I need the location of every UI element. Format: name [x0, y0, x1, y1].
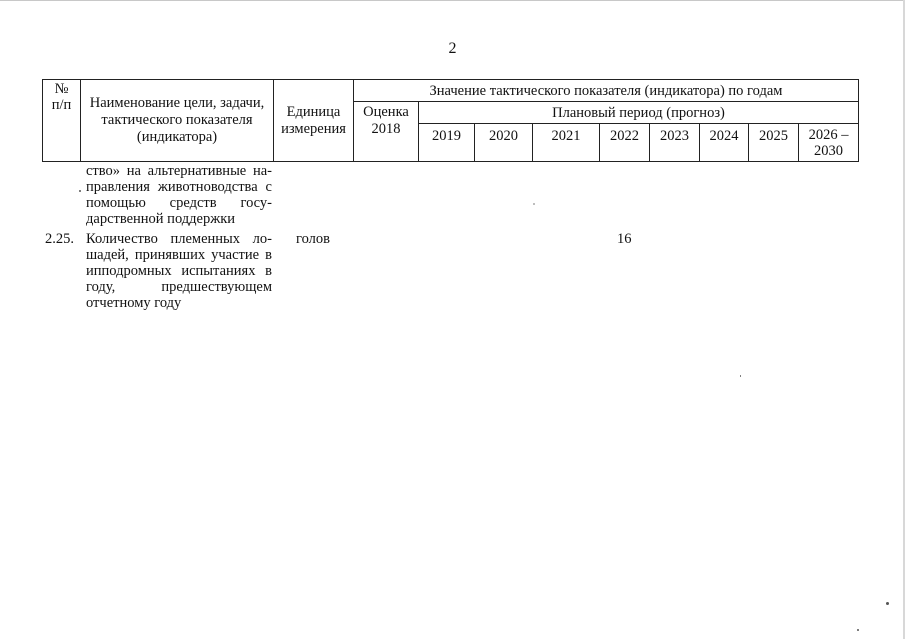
number-header-line2: п/п — [51, 97, 72, 113]
row-value-2022: 16 — [617, 231, 632, 247]
row-number: 2.25. — [45, 231, 74, 247]
column-header-unit — [274, 80, 354, 162]
row-description: ство» на альтернативные на- правления животноводства с помощью средств госу- дарственной поддержки — [86, 163, 272, 227]
year-header-2019: 2019 — [419, 124, 475, 162]
column-group-values-by-year: Значение тактического показателя (индикатора) по годам — [354, 80, 859, 102]
column-group-planned-period: Плановый период (прогноз) — [419, 102, 859, 124]
table-row-2-25 — [0, 231, 905, 321]
last-year-line2: 2030 — [814, 143, 843, 159]
row-description: Количество племенных ло- шадей, принявших участие в ипподромных испытаниях в году, предшествующем отчетному году — [86, 231, 272, 311]
year-header-2025: 2025 — [749, 124, 799, 162]
scan-speck — [857, 629, 859, 631]
scan-top-edge — [0, 0, 905, 1]
last-year-line1: 2026 – — [808, 127, 849, 143]
indicator-table-header — [42, 79, 859, 162]
scan-speck — [886, 602, 889, 605]
scan-speck — [533, 203, 535, 205]
year-header-2026-2030 — [799, 124, 859, 162]
unit-header-line1: Единица — [286, 103, 341, 120]
estimate-header-line2: 2018 — [371, 121, 401, 137]
year-header-2024: 2024 — [700, 124, 749, 162]
column-header-number — [43, 80, 81, 162]
unit-header-line2: измерения — [281, 120, 346, 137]
table-row-continuation — [0, 163, 905, 227]
column-header-estimate-2018 — [354, 102, 419, 162]
year-header-2020: 2020 — [475, 124, 533, 162]
scan-speck — [79, 190, 81, 192]
column-header-name: Наименование цели, задачи, тактического показателя (индикатора) — [81, 80, 274, 162]
year-header-2023: 2023 — [650, 124, 700, 162]
year-header-2021: 2021 — [533, 124, 600, 162]
estimate-header-line1: Оценка — [363, 104, 409, 120]
year-header-2022: 2022 — [600, 124, 650, 162]
row-unit: голов — [296, 231, 330, 247]
page-number: 2 — [448, 40, 457, 57]
scan-speck — [740, 375, 741, 377]
number-header-line1: № — [54, 81, 69, 97]
